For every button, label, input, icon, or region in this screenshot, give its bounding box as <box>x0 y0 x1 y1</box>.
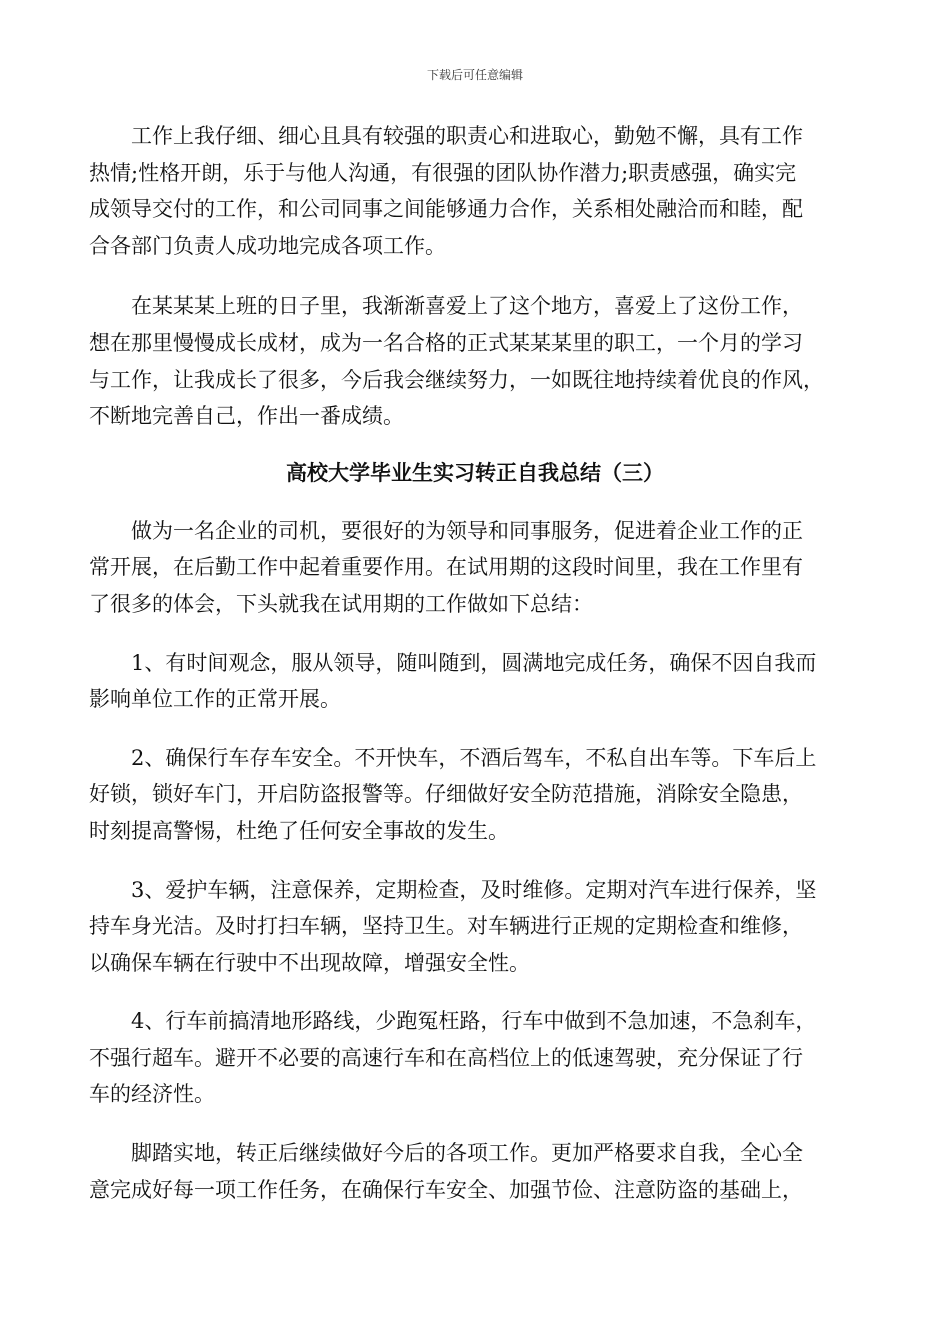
paragraph-line: 想在那里慢慢成长成材，成为一名合格的正式某某某里的职工，一个月的学习 <box>89 330 803 355</box>
document-body <box>89 118 861 1208</box>
paragraph-line: 脚踏实地，转正后继续做好今后的各项工作。更加严格要求自我，全心全 <box>131 1141 803 1166</box>
paragraph-line: 车的经济性。 <box>89 1082 215 1107</box>
paragraph-line: 影响单位工作的正常开展。 <box>89 687 341 712</box>
paragraph-line: 以确保车辆在行驶中不出现故障，增强安全性。 <box>89 950 530 975</box>
paragraph-line: 好锁，锁好车门，开启防盗报警等。仔细做好安全防范措施，消除安全隐患， <box>89 782 803 807</box>
paragraph-line: 了很多的体会，下头就我在试用期的工作做如下总结： <box>89 591 593 616</box>
paragraph-line: 意完成好每一项工作任务，在确保行车安全、加强节俭、注意防盗的基础上， <box>89 1177 803 1202</box>
paragraph-line: 3、爱护车辆，注意保养，定期检查，及时维修。定期对汽车进行保养，坚 <box>131 877 817 902</box>
paragraph-line: 1、有时间观念，服从领导，随叫随到，圆满地完成任务，确保不因自我而 <box>131 650 817 675</box>
section-after <box>89 513 861 1209</box>
paragraph <box>89 740 861 850</box>
paragraph <box>89 872 861 982</box>
page-header: 下载后可任意编辑 <box>426 68 523 82</box>
paragraph <box>89 118 861 264</box>
paragraph-line: 常开展，在后勤工作中起着重要作用。在试用期的这段时间里，我在工作里有 <box>89 555 803 580</box>
paragraph-line: 与工作，让我成长了很多，今后我会继续努力，一如既往地持续着优良的作风， <box>89 367 824 392</box>
paragraph-line: 热情;性格开朗，乐于与他人沟通，有很强的团队协作潜力;职责感强，确实完 <box>89 160 797 185</box>
paragraph <box>89 288 861 434</box>
paragraph <box>89 513 861 623</box>
paragraph-line: 时刻提高警惕，杜绝了任何安全事故的发生。 <box>89 818 509 843</box>
section-before <box>89 118 861 435</box>
paragraph <box>89 1135 861 1208</box>
paragraph-line: 不强行超车。避开不必要的高速行车和在高档位上的低速驾驶，充分保证了行 <box>89 1045 803 1070</box>
paragraph <box>89 645 861 718</box>
paragraph-line: 2、确保行车存车安全。不开快车，不酒后驾车，不私自出车等。下车后上 <box>131 745 817 770</box>
paragraph-line: 工作上我仔细、细心且具有较强的职责心和进取心，勤勉不懈，具有工作 <box>131 124 803 148</box>
paragraph-line: 4、行车前搞清地形路线，少跑冤枉路，行车中做到不急加速，不急刹车， <box>131 1009 817 1034</box>
paragraph-line: 在某某某上班的日子里，我渐渐喜爱上了这个地方，喜爱上了这份工作， <box>131 294 803 319</box>
paragraph-line: 成领导交付的工作，和公司同事之间能够通力合作，关系相处融洽而和睦，配 <box>89 197 803 222</box>
paragraph <box>89 1003 861 1113</box>
paragraph-line: 合各部门负责人成功地完成各项工作。 <box>89 233 446 258</box>
paragraph-line: 不断地完善自己，作出一番成绩。 <box>89 404 404 429</box>
paragraph-line: 持车身光洁。及时打扫车辆，坚持卫生。对车辆进行正规的定期检查和维修， <box>89 914 803 939</box>
paragraph-line: 做为一名企业的司机，要很好的为领导和同事服务，促进着企业工作的正 <box>131 518 803 543</box>
section-title: 高校大学毕业生实习转正自我总结（三） <box>286 459 664 485</box>
